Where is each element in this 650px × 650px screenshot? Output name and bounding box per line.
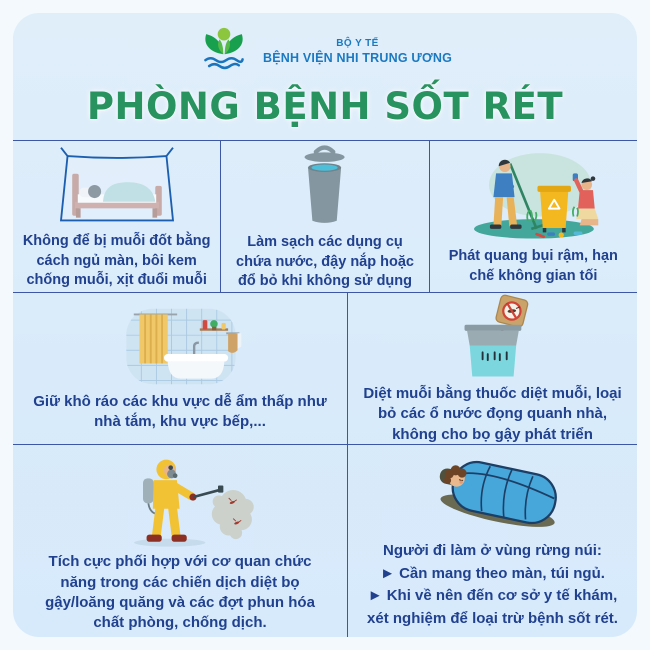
cell-text: Giữ khô ráo các khu vực dễ ẩm thấp như nhà tắm, khu vực bếp,...: [33, 392, 327, 430]
grid-row-2: [13, 292, 637, 444]
sleeping-bag-icon: [411, 452, 575, 536]
page-title: PHÒNG BỆNH SỐT RÉT: [86, 85, 564, 128]
cell-text-line: ► Cần mang theo màn, túi ngủ.: [380, 564, 605, 582]
cell-text: Tích cực phối hợp với cơ quan chức năng trong các chiến dịch diệt bọ gậy/loăng quăng và các đợt phun hóa chất phòng, chống dịch.: [45, 553, 315, 632]
cell-text-line: Người đi làm ở vùng rừng núi:: [383, 542, 602, 559]
cell-kill-mosquitoes: [347, 293, 637, 444]
cell-cooperate-spraying: [13, 445, 347, 637]
cell-text: Phát quang bụi rậm, hạn chế không gian tối: [448, 248, 618, 284]
water-container-bin-icon: [288, 141, 362, 229]
cell-text-lines: [367, 540, 618, 630]
cell-text: Làm sạch các dụng cụ chứa nước, đậy nắp hoặc đổ bỏ khi không sử dụng: [236, 233, 414, 290]
grid-row-3: [13, 444, 637, 637]
org-names: [263, 38, 452, 65]
grid-row-1: [13, 140, 637, 292]
bush-clearing-icon: [452, 146, 615, 243]
cell-text-line: ► Khi về nên đến cơ sở y tế khám,: [367, 587, 618, 604]
hospital-logo-icon: [198, 26, 250, 77]
bathroom-icon: [109, 305, 251, 388]
cell-sleep-under-net: [13, 141, 220, 292]
infographic-card: [13, 13, 637, 637]
cell-text-line: xét nghiệm để loại trừ bệnh sốt rét.: [367, 609, 618, 627]
header: [13, 13, 637, 79]
larvae-bucket-icon: [443, 292, 542, 380]
mosquito-net-bed-icon: [47, 142, 187, 228]
chemical-spray-icon: [100, 448, 261, 548]
cell-text: Không để bị muỗi đốt bằng cách ngủ màn, bôi kem chống muỗi, xịt đuổi muỗi: [22, 232, 211, 289]
hospital-name: BỆNH VIỆN NHI TRUNG ƯƠNG: [262, 50, 453, 65]
cell-clear-bushes: [429, 141, 637, 292]
cell-forest-workers: [347, 445, 637, 637]
ministry-label: BỘ Y TẾ: [336, 37, 379, 49]
cell-text: Diệt muỗi bằng thuốc diệt muỗi, loại bỏ các ổ nước đọng quanh nhà, không cho bọ gậy phát triển: [363, 384, 622, 443]
cell-clean-water-containers: [220, 141, 428, 292]
prevention-grid: [13, 140, 637, 637]
cell-keep-dry-areas: [13, 293, 347, 444]
